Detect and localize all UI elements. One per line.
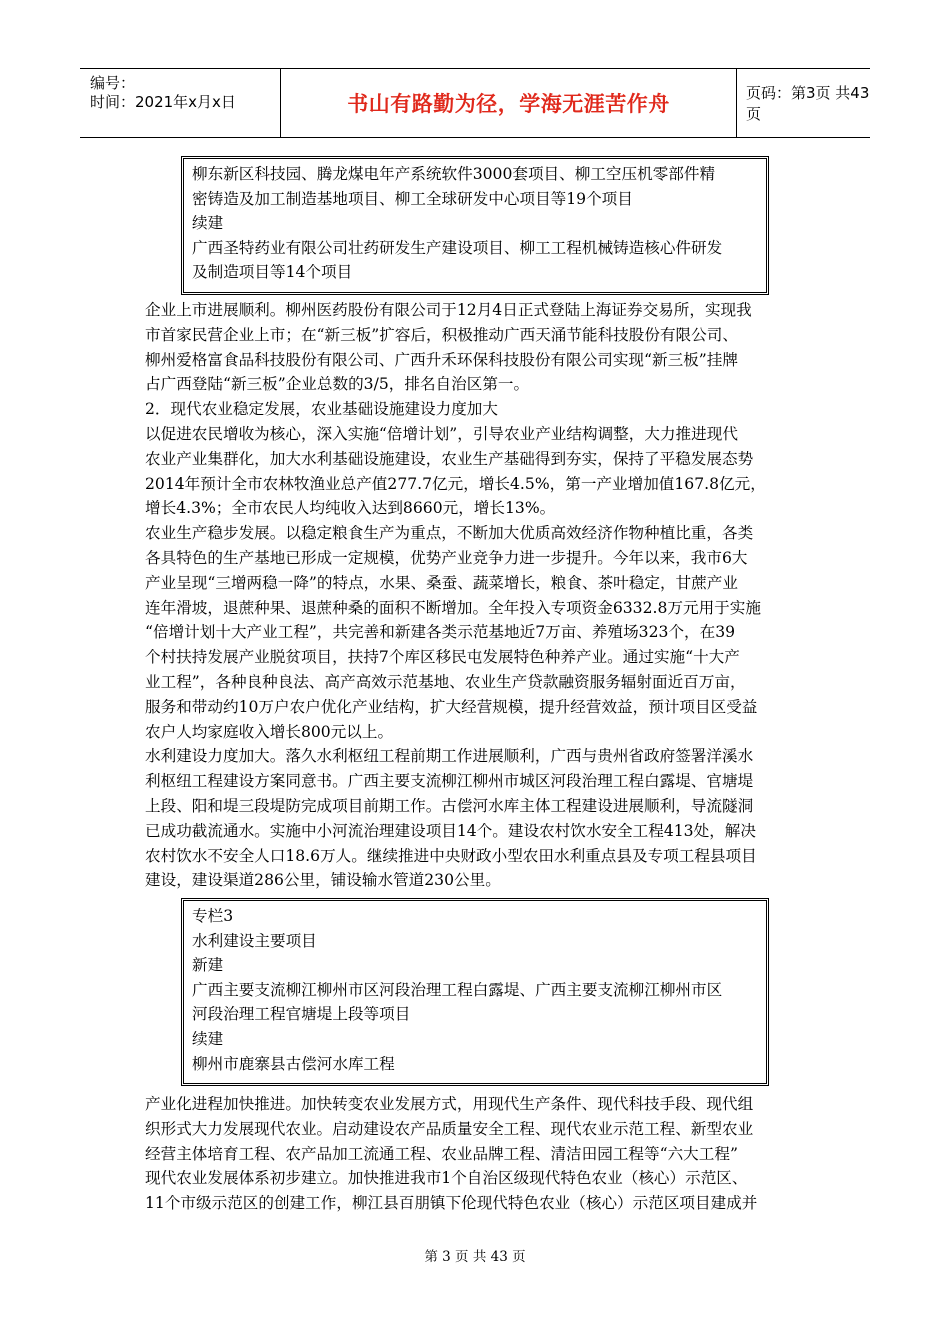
section-heading: 2．现代农业稳定发展，农业基础设施建设力度加大 [145, 400, 498, 419]
serial-label: 编号： [90, 74, 136, 92]
box-line: 广西主要支流柳江柳州市区河段治理工程白露堤、广西主要支流柳江柳州市区 [192, 980, 723, 999]
body-line: 个村扶持发展产业脱贫项目，扶持7个库区移民屯发展特色种养产业。通过实施“十大产 [145, 648, 740, 667]
motto-text: 书山有路勤为径，学海无涯苦作舟 [347, 92, 670, 116]
body-line: 利枢纽工程建设方案同意书。广西主要支流柳江柳州市城区河段治理工程白露堤、官塘堤 [145, 772, 754, 791]
box-line: 续建 [192, 1029, 224, 1048]
body-line: 经营主体培育工程、农产品加工流通工程、农业品牌工程、清洁田园工程等“六大工程” [145, 1144, 738, 1163]
box-line: 及制造项目等14个项目 [192, 263, 353, 282]
body-line: 占广西登陆“新三板”企业总数的3/5，排名自治区第一。 [145, 375, 530, 394]
body-line: 增长4.3%；全市农民人均纯收入达到8660元，增长13%。 [145, 499, 556, 518]
body-line: 以促进农民增收为核心，深入实施“倍增计划”，引导农业产业结构调整，大力推进现代 [145, 424, 738, 443]
box-line: 河段治理工程官塘堤上段等项目 [192, 1005, 411, 1024]
body-line: 农业产业集群化，加大水利基础设施建设，农业生产基础得到夯实，保持了平稳发展态势 [145, 449, 754, 468]
box-line: 新建 [192, 956, 224, 975]
body-line: 农村饮水不安全人口18.6万人。继续推进中央财政小型农田水利重点县及专项工程县项目 [145, 846, 757, 865]
page-number-label: 页码：第3页 共43页 [746, 84, 870, 123]
box-line: 广西圣特药业有限公司壮药研发生产建设项目、柳工工程机械铸造核心件研发 [192, 238, 723, 257]
body-line: “倍增计划十大产业工程”，共完善和新建各类示范基地近7万亩、养殖场323个，在39 [145, 623, 736, 642]
body-line: 柳州爱格富食品科技股份有限公司、广西升禾环保科技股份有限公司实现“新三板”挂牌 [145, 350, 738, 369]
body-line: 已成功截流通水。实施中小河流治理建设项目14个。建设农村饮水安全工程413处，解决 [145, 821, 756, 840]
page-header [80, 68, 870, 138]
box-line: 续建 [192, 214, 224, 233]
body-line: 企业上市进展顺利。柳州医药股份有限公司于12月4日正式登陆上海证券交易所，实现我 [145, 301, 752, 319]
body-line: 建设，建设渠道286公里，铺设输水管道230公里。 [145, 871, 501, 890]
box-line: 柳州市鹿寨县古偿河水库工程 [192, 1054, 395, 1073]
box-line: 密铸造及加工制造基地项目、柳工全球研发中心项目等19个项目 [192, 189, 633, 208]
page-footer: 第 3 页 共 43 页 [424, 1249, 526, 1265]
body-line: 水利建设力度加大。落久水利枢纽工程前期工作进展顺利，广西与贵州省政府签署洋溪水 [145, 747, 754, 766]
project-list-box [181, 156, 769, 295]
body-line: 产业化进程加快推进。加快转变农业发展方式，用现代生产条件、现代科技手段、现代组 [145, 1095, 754, 1113]
body-line: 产业呈现“三增两稳一降”的特点，水果、桑蚕、蔬菜增长，粮食、茶叶稳定，甘蔗产业 [145, 573, 738, 592]
body-line: 市首家民营企业上市；在“新三板”扩容后，积极推动广西天涌节能科技股份有限公司、 [145, 325, 738, 344]
body-line: 各具特色的生产基地已形成一定规模，优势产业竞争力进一步提升。今年以来，我市6大 [145, 548, 748, 567]
body-text-block [145, 298, 810, 893]
body-line: 农业生产稳步发展。以稳定粮食生产为重点，不断加大优质高效经济作物种植比重，各类 [145, 524, 754, 543]
body-line: 2014年预计全市农林牧渔业总产值277.7亿元，增长4.5%，第一产业增加值167.8亿元， [145, 474, 766, 493]
body-line: 织形式大力发展现代农业。启动建设农产品质量安全工程、现代农业示范工程、新型农业 [145, 1119, 754, 1138]
body-text-block [145, 1092, 810, 1216]
body-line: 连年滑坡，退蔗种果、退蔗种桑的面积不断增加。全年投入专项资金6332.8万元用于实施 [145, 598, 761, 617]
body-line: 11个市级示范区的创建工作，柳江县百朋镇下伦现代特色农业（核心）示范区项目建成并 [145, 1194, 758, 1213]
box-line: 柳东新区科技园、腾龙煤电年产系统软件3000套项目、柳工空压机零部件精 [192, 165, 716, 183]
body-line: 上段、阳和堤三段堤防完成项目前期工作。古偿河水库主体工程建设进展顺利，导流隧洞 [145, 796, 754, 815]
date-label: 时间：2021年x月x日 [90, 93, 236, 111]
header-motto-cell [280, 69, 737, 137]
body-line: 农户人均家庭收入增长800元以上。 [145, 722, 394, 741]
body-line: 服务和带动约10万户农户优化产业结构，扩大经营规模，提升经营效益，预计项目区受益 [145, 697, 758, 716]
box-line: 水利建设主要项目 [192, 931, 317, 950]
header-meta-cell [80, 69, 280, 137]
body-line: 现代农业发展体系初步建立。加快推进我市1个自治区级现代特色农业（核心）示范区、 [145, 1169, 748, 1188]
body-line: 业工程”，各种良种良法、高产高效示范基地、农业生产贷款融资服务辐射面近百万亩， [145, 672, 746, 691]
header-page-cell [736, 69, 870, 137]
water-projects-box [181, 898, 769, 1086]
box-line: 专栏3 [192, 907, 234, 925]
